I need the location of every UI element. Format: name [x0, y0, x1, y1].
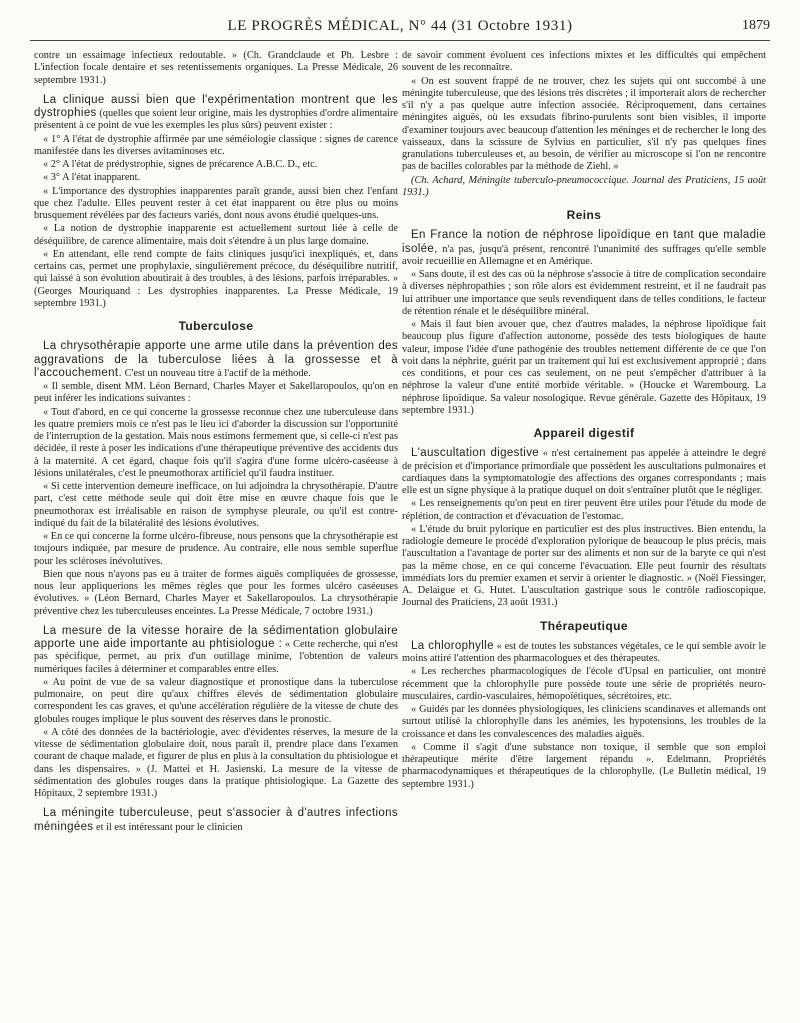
paragraph: « On est souvent frappé de ne trouver, chez les sujets qui ont succombé à une méningite tuberculeuse, que des lésions très discrètes ; il importerait alors de rechercher s'il n'y a pas quelque autre infection associée. Réciproquement, dans certaines méningites aiguës, où les exsudats fibrino-purulents sont bien visibles, il importe d'examiner toujours avec beaucoup d'attention les méninges et de rechercher le long des vaisseaux, dans la scissure de Sylvius en particulier, s'il n'y pas quelques fines granulations tuberculeuses et, au besoin, de vérifier au microscope si l'on ne rencontre pas de bacilles colorables par la méthode de Ziehl. » — [402, 75, 766, 173]
page-number: 1879 — [742, 18, 770, 33]
article-lead: La mesure de la vitesse horaire de la sédimentation globulaire apporte une aide importante au phtisiologue : — [34, 624, 398, 650]
paragraph: « Guidés par les données physiologiques, les cliniciens scandinaves et allemands ont surtout utilisé la chlorophylle dans les anémies, les hypotensions, les troubles de la croissance et dans les convalescences des maladies aiguës. — [402, 704, 766, 740]
article-dystrophies: La clinique aussi bien que l'expérimentation montrent que les dystrophies (quelles que soient leur origine, mais les dystrophies d'ordre alimentaire présentent à ce point de vue les exemples les plus sûrs) peuvent exister : — [34, 93, 398, 132]
article-chlorophylle: La chlorophylle « est de toutes les substances végétales, ce le qui semble avoir le moins attiré l'attention des pharmacologues et des thérapeutes. — [402, 639, 766, 664]
section-title-appareil-digestif: Appareil digestif — [533, 426, 635, 440]
right-column — [402, 50, 766, 792]
article-lead: La méningite tuberculeuse, peut s'associer à d'autres infections méningées — [34, 807, 398, 833]
article-sedimentation: La mesure de la vitesse horaire de la sédimentation globulaire apporte une aide importante au phtisiologue : « Cette recherche, qui n'est pas spécifique, permet, au prix d'un outillage minime, l'obtention de valeurs numériques faciles à déterminer et comparables entre elles. — [34, 624, 398, 675]
section-title-therapeutique: Thérapeutique — [540, 618, 628, 633]
paragraph: « 3° A l'état inapparent. — [43, 172, 141, 184]
paragraph: « L'importance des dystrophies inapparentes paraît grande, aussi bien chez l'enfant que chez l'adulte. Elles peuvent rester à cet état inapparent ou être plus ou moins brusquement révélées par des facteurs variés, dont nous avons étudié quelques-uns. — [34, 185, 398, 221]
paragraph: « 1° A l'état de dystrophie affirmée par une séméiologie classique : signes de carence manifestée dans les diverses avitaminoses etc. — [34, 133, 398, 157]
paragraph: « Comme il s'agit d'une substance non toxique, il semble que son emploi thérapeutique mérite d'être largement répandu ». Edelmann. Propriétés pharmacodynamiques et thérapeutiques de la chlorophylle. (Le Bulletin médical, 19 septembre 1931.) — [402, 741, 766, 790]
paragraph: « En attendant, elle rend compte de faits cliniques jusqu'ici inexpliqués, et, dans certains cas, permet une prophylaxie, singulièrement précoce, du déséquilibre nutritif, qui laissé à son évolution aboutirait à des troubles, à des lésions, parfois irréparables. » (Georges Mouriquand : Les dystrophies inapparentes. La Presse Médicale, 19 septembre 1931.) — [34, 248, 398, 309]
section-title-tuberculose: Tuberculose — [178, 319, 254, 333]
article-lead: La chlorophylle — [411, 639, 494, 652]
paragraph: contre un essaimage infectieux redoutable. » (Ch. Grandclaude et Ph. Lesbre : L'infection focale dentaire et ses retentissements organiques. La Presse Médicale, 26 septembre 1931.) — [34, 50, 398, 86]
paragraph: « Au point de vue de sa valeur diagnostique et pronostique dans la tuberculose pulmonaire, on peut dire qu'aux chiffres élevés de sédimentation globulaire correspondent les cas graves, et qu'une accélération régulière de la vitesse de chute des globules rouges implique le plus souvent des réserves dans le pronostic. — [34, 676, 398, 725]
paragraph: « L'étude du bruit pylorique en particulier est des plus instructives. Bien entendu, la radiologie demeure le procédé d'exploration pylorique de beaucoup le plus précis, mais l'auscultation a l'avantage de porter sur des aliments et non sur de la baryte ce qui n'est pas la même chose, en ce qui concerne l'évacuation. Elle peut fournir des résultats immédiats lors du premier examen et servir à orienter le diagnostic. » (Noël Fiessinger, A. Delaigue et G. Hutet. L'auscultation gastrique sous le contrôle radioscopique. Journal des Praticiens, 23 août 1931.) — [402, 523, 766, 609]
paragraph: « Tout d'abord, en ce qui concerne la grossesse reconnue chez une tuberculeuse dans les quatre premiers mois ce n'est pas le lieu ici d'aborder la discussion sur l'opportunité de l'interruption de la gestation. Mais nous estimons fermement que, si celle-ci n'est pas décidée, il reste à poser les indications d'une thérapeutique préventive des accidents dus à la maternité. A cet égard, chaque fois qu'il s'agira d'une forme ulcéro-caséeuse à lésions unilatérales, c'est le pneumothorax artificiel qu'il faudra instituer. — [34, 406, 398, 479]
article-lead: La chrysothérapie apporte une arme utile dans la prévention des aggravations de la tuberculose liées à la grossesse et à l'accouchement. — [34, 340, 398, 379]
article-meningite: La méningite tuberculeuse, peut s'associer à d'autres infections méningées et il est intéressant pour le clinicien — [34, 807, 398, 833]
paragraph: « Mais il faut bien avouer que, chez d'autres malades, la néphrose lipoïdique fait beaucoup plus figure d'affection autonome, possède des tests biologiques de haute valeur, impose l'idée d'une pathogénie des troubles nettement différente de ce que l'on voit dans la néphrite, guérit par un traitement qui lui est exclusivement approprié ; dans ces conditions, et pour ces cas seulement, on ne peut s'empêcher d'attribuer à la néphrose la valeur d'une entité morbide véritable. » (Houcke et Warembourg. La néphrose lipoïdique. Sa valeur nosologique. Revue générale. Gazette des Hôpitaux, 19 septembre 1931.) — [402, 319, 766, 416]
running-header — [30, 12, 770, 41]
paragraph: « Si cette intervention demeure inefficace, on lui adjoindra la chrysothérapie. D'autre part, c'est cette méthode seule qui doit être mise en œuvre chaque fois que le pneumothorax est irréalisable en raison de symphyse pleurale, ou qu'il est contre-indiqué du fait de la bilatéralité des lésions évolutives. — [34, 481, 398, 529]
paragraph: « Les recherches pharmacologiques de l'école d'Upsal en particulier, ont montré récemment que la chlorophylle pure possède toute une série de propriétés neuro-musculaires, cardio-vasculaires, hémopoïétiques, sécrétoires, etc. — [402, 666, 766, 702]
article-lead: La clinique aussi bien que l'expérimentation montrent que les dystrophies — [34, 93, 398, 119]
citation: (Ch. Achard, Méningite tuberculo-pneumococcique. Journal des Praticiens, 15 août 1931.) — [402, 174, 766, 198]
paragraph: « A côté des données de la bactériologie, avec d'évidentes réserves, la mesure de la vitesse de sédimentation globulaire doit, nous paraît il, prendre place dans l'examen courant de chaque malade, et figurer de plus en plus à la consultation du phtisiologue et dans les dispensaires. » (J. Mattei et H. Jasienski. La mesure de la vitesse de sédimentation des globules rouges dans la pratique phtisiologique. La Gazette des Hôpitaux, 2 septembre 1931.) — [34, 726, 398, 799]
paragraph: « Il semble, disent MM. Léon Bernard, Charles Mayer et Sakellaropoulos, qu'on en peut inférer les indications suivantes : — [34, 381, 398, 405]
paragraph: « Les renseignements qu'on peut en tirer peuvent être utiles pour l'étude du mode de réplétion, de contraction et d'évacuation de l'estomac. — [402, 498, 766, 522]
section-title-reins: Reins — [566, 208, 602, 222]
left-column — [34, 50, 398, 835]
paragraph: « Sans doute, il est des cas où la néphrose s'associe à titre de complication secondaire à diverses néphropathies ; son rôle alors est évidemment restreint, et il ne faudrait pas lui attribuer une importance que seuls revendiquent dans de telles conditions, le facteur de rétention rénale et le déséquilibre minéral. — [402, 269, 766, 317]
paragraph: « La notion de dystrophie inapparente est actuellement surtout liée à celle de déséquilibre, de carence alimentaire, mais doit s'étendre à un plus large domaine. — [34, 223, 398, 247]
paragraph: Bien que nous n'ayons pas eu à traiter de formes aiguës compliquées de grossesse, nous leur appliquerions les mêmes règles que pour les formes ulcéro caséeuses évolutives. » (Léon Bernard, Charles Mayer et Sakellaropoulos. La chrysothérapie préventive chez les tuberculeuses enceintes. La Presse Médicale, 7 octobre 1931.) — [34, 568, 398, 617]
journal-title: LE PROGRÈS MÉDICAL, N° 44 (31 Octobre 1931) — [227, 18, 573, 34]
article-auscultation: L'auscultation digestive « n'est certainement pas appelée à atteindre le degré de précision et d'importance primordiale que possèdent les auscultations pulmonaires et cardiaques dans la symptomatologie des affections des organes correspondants ; mais elle est un signe physique à la pratique duquel on doit s'entraîner plutôt que le négliger. — [402, 447, 766, 496]
article-nephrose: En France la notion de néphrose lipoïdique en tant que maladie isolée, n'a pas, jusqu'à présent, rencontré l'unanimité des suffrages qu'elle semble avoir recueillie en Allemagne et en Amérique. — [402, 229, 766, 267]
article-lead: En France la notion de néphrose lipoïdique en tant que maladie isolée, — [402, 229, 766, 255]
article-chrysotherapie: La chrysothérapie apporte une arme utile dans la prévention des aggravations de la tuberculose liées à la grossesse et à l'accouchement. C'est un nouveau titre à l'actif de la méthode. — [34, 340, 398, 379]
paragraph: de savoir comment évoluent ces infections mixtes et les difficultés qui empêchent souvent de les reconnaître. — [402, 50, 766, 74]
article-lead: L'auscultation digestive — [411, 447, 540, 460]
paragraph: « En ce qui concerne la forme ulcéro-fibreuse, nous pensons que la chrysothérapie est toujours indiquée, par mesure de prudence. Au contraire, elle nous semble superflue pour les scléroses inévolutives. — [34, 531, 399, 567]
paragraph: « 2° A l'état de prédystrophie, signes de précarence A.B.C. D., etc. — [43, 159, 318, 170]
